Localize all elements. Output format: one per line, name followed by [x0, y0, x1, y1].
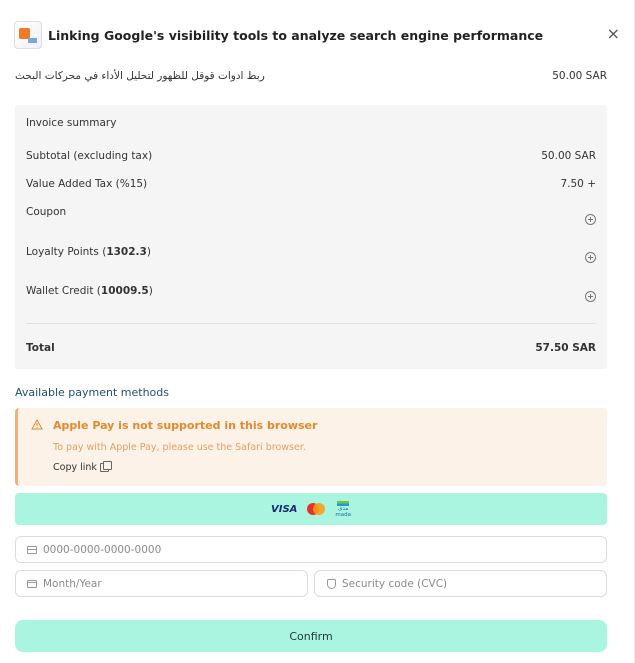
- expiry-placeholder: Month/Year: [43, 577, 102, 590]
- expiry-field[interactable]: [15, 570, 308, 597]
- summary-heading: Invoice summary: [26, 117, 117, 129]
- total-label: Total: [26, 342, 55, 354]
- vat-value: 7.50 +: [560, 178, 596, 190]
- cvc-placeholder: Security code (CVC): [342, 577, 448, 590]
- product-line: [15, 70, 607, 82]
- calendar-icon: [27, 580, 37, 588]
- total-value: 57.50 SAR: [535, 342, 596, 354]
- credit-card-icon: [27, 546, 37, 554]
- alert-title: Apple Pay is not supported in this browser: [53, 419, 318, 432]
- add-coupon-icon[interactable]: [585, 214, 596, 225]
- alert-body: To pay with Apple Pay, please use the Safari browser.: [53, 442, 306, 453]
- coupon-label: Coupon: [26, 206, 67, 218]
- coupon-row[interactable]: [26, 206, 596, 232]
- shield-icon: [327, 579, 336, 589]
- total-row: [26, 342, 596, 354]
- vat-row: [26, 178, 596, 190]
- dialog-header: [14, 20, 620, 50]
- summary-heading-row: [26, 117, 596, 129]
- wallet-credit-value: 10009.5: [100, 285, 149, 297]
- loyalty-points-value: 1302.3: [106, 246, 147, 258]
- apple-pay-alert: [15, 408, 607, 486]
- add-wallet-icon[interactable]: [585, 291, 596, 302]
- close-icon[interactable]: ×: [606, 24, 620, 43]
- card-number-field[interactable]: [15, 536, 607, 563]
- dialog-title: Linking Google's visibility tools to analyze search engine performance: [48, 27, 544, 43]
- warning-icon: [31, 419, 43, 430]
- product-price: 50.00 SAR: [552, 70, 607, 82]
- copy-icon: [100, 463, 109, 472]
- cvc-field[interactable]: [314, 570, 607, 597]
- product-name: ربط ادوات قوقل للظهور لتحليل الأداء في محركات البحث: [15, 70, 265, 82]
- summary-divider: [26, 323, 596, 324]
- copy-link-label: Copy link: [53, 462, 97, 473]
- wallet-label: Wallet Credit (10009.5): [26, 285, 153, 297]
- subtotal-value: 50.00 SAR: [541, 150, 596, 162]
- loyalty-label: Loyalty Points (1302.3): [26, 246, 151, 258]
- confirm-button[interactable]: Confirm: [15, 620, 607, 652]
- card-payment-option[interactable]: [15, 493, 607, 525]
- add-loyalty-icon[interactable]: [585, 252, 596, 263]
- copy-link-button[interactable]: [53, 462, 109, 473]
- vat-label: Value Added Tax (%15): [26, 178, 148, 190]
- mastercard-icon: [307, 503, 325, 515]
- product-thumbnail: [14, 21, 42, 49]
- wallet-row[interactable]: [26, 285, 596, 311]
- card-number-placeholder: 0000-0000-0000-0000: [43, 543, 162, 556]
- payment-methods-heading: Available payment methods: [15, 386, 169, 399]
- subtotal-label: Subtotal (excluding tax): [26, 150, 153, 162]
- invoice-summary: [15, 105, 607, 369]
- loyalty-row[interactable]: [26, 246, 596, 272]
- mada-logo: مدى mada: [335, 501, 351, 518]
- subtotal-row: [26, 150, 596, 162]
- visa-logo: VISA: [271, 503, 298, 515]
